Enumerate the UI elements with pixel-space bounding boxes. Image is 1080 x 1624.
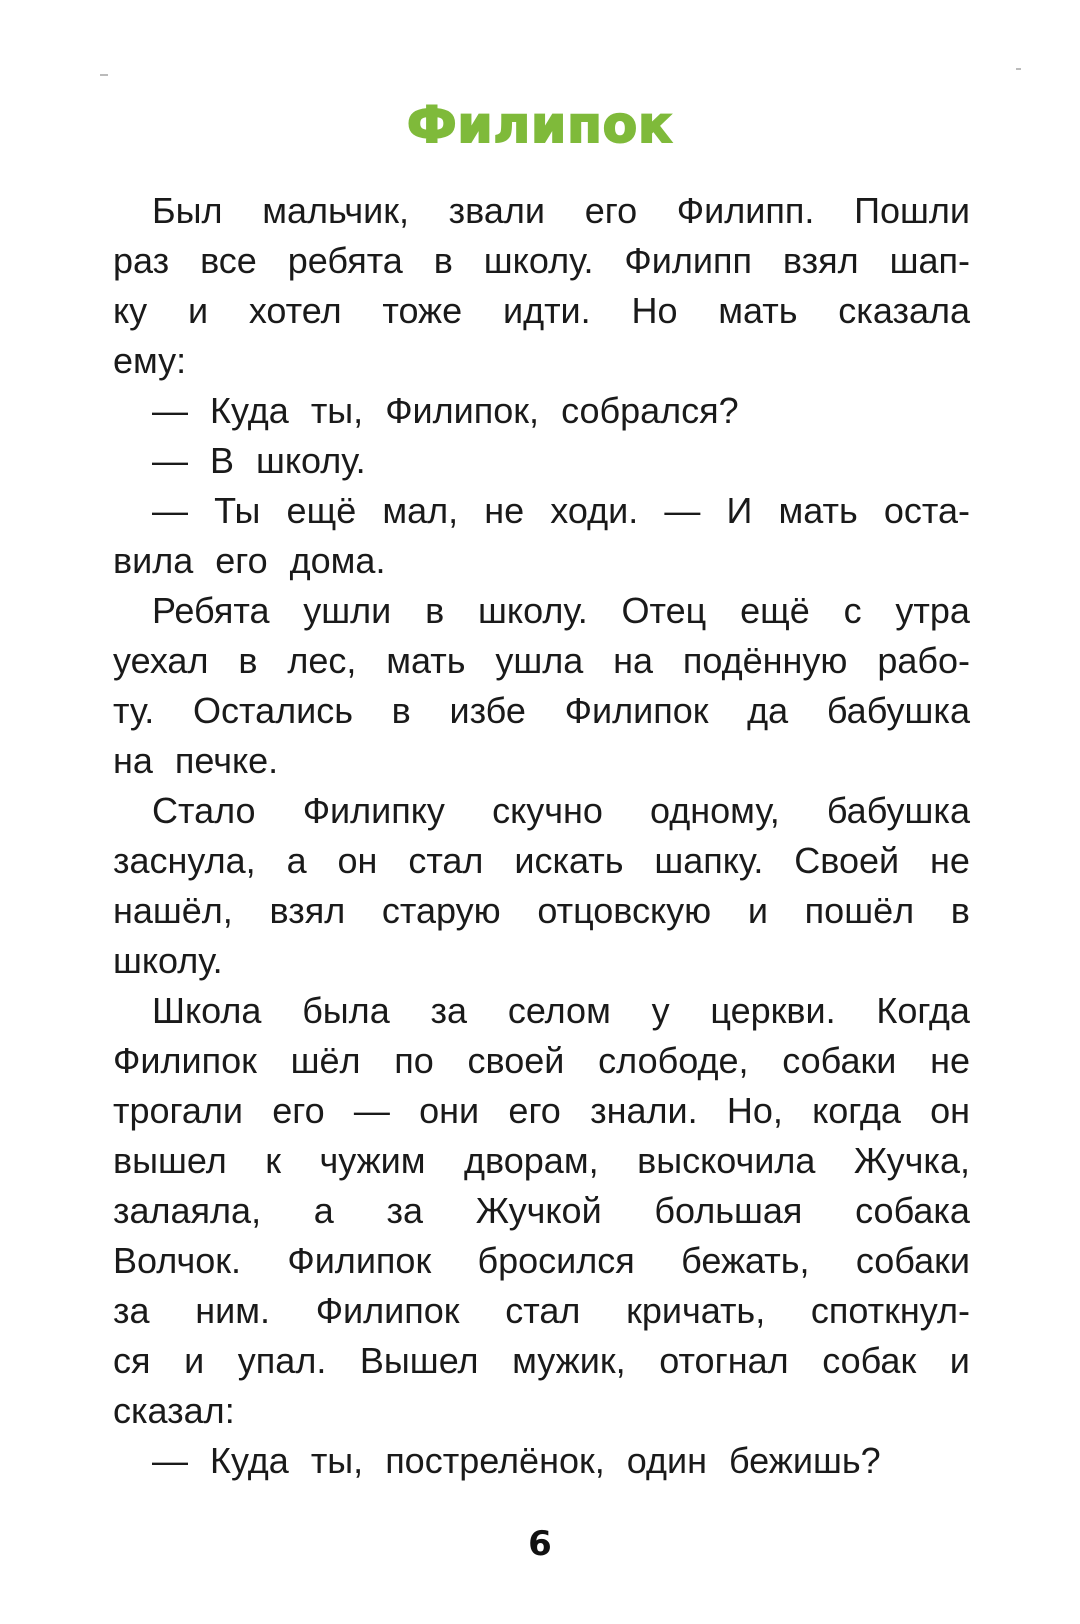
word: пострелёнок, (385, 1440, 605, 1481)
word: уехал (113, 640, 209, 681)
text-line (113, 336, 970, 386)
word: ещё (286, 490, 357, 531)
word: шапку. (654, 840, 764, 881)
word: была (302, 990, 390, 1031)
word: искать (514, 840, 624, 881)
scan-speck (1016, 68, 1021, 70)
word: ты, (310, 1440, 364, 1481)
word: Филипп (624, 240, 752, 281)
word: все (200, 240, 257, 281)
text-line (113, 686, 970, 736)
word: сказал: (113, 1390, 235, 1431)
word: церкви. (710, 990, 836, 1031)
text-line (113, 736, 970, 786)
text-line (113, 286, 970, 336)
word: в (391, 690, 411, 731)
scan-speck (100, 74, 108, 76)
word: школу. (113, 940, 223, 981)
word: Своей (794, 840, 900, 881)
word: одному, (650, 790, 780, 831)
text-line (113, 1036, 970, 1086)
word: бежишь? (728, 1440, 881, 1481)
word: Филипок (113, 1040, 257, 1081)
word: Филипок (287, 1240, 432, 1281)
word: Жучкой (475, 1190, 602, 1231)
word: Остались (192, 690, 353, 731)
story-title: Филипок (406, 96, 674, 154)
word: да (747, 690, 789, 731)
text-line (113, 586, 970, 636)
text-line (113, 936, 970, 986)
word: слободе, (598, 1040, 749, 1081)
page-number: 6 (528, 1524, 552, 1564)
word: Филипп. (676, 190, 815, 231)
text-line (113, 836, 970, 886)
word: звали (448, 190, 546, 231)
word: в (433, 240, 453, 281)
word: дома. (289, 540, 386, 581)
word: Стало (152, 790, 256, 831)
word: и (747, 890, 768, 931)
word: шап- (889, 240, 970, 281)
text-line (113, 636, 970, 686)
word: в (950, 890, 970, 931)
word: в (425, 590, 445, 631)
word: дворам, (464, 1140, 599, 1181)
story-body (113, 186, 970, 1486)
word: бабушка (826, 690, 970, 731)
word: и (187, 290, 209, 331)
word: кричать, (626, 1290, 766, 1331)
word: собаки (782, 1040, 897, 1081)
word: мальчик, (262, 190, 409, 231)
word: ходи. (550, 490, 639, 531)
word: Отец (621, 590, 707, 631)
word: один (626, 1440, 707, 1481)
word: И (726, 490, 753, 531)
word: его (584, 190, 638, 231)
word: лес, (287, 640, 357, 681)
word: не (930, 1040, 970, 1081)
word: ушла (495, 640, 584, 681)
word: когда (812, 1090, 901, 1131)
word: пошёл (804, 890, 915, 931)
word: рабо- (877, 640, 970, 681)
word: за (430, 990, 468, 1031)
word: он (930, 1090, 970, 1131)
word: а (286, 840, 307, 881)
word: ту. (113, 690, 155, 731)
word: мать (718, 290, 798, 331)
word: большая (654, 1190, 803, 1231)
word: Филипку (302, 790, 445, 831)
word: собрался? (561, 390, 739, 431)
word: Ребята (152, 590, 270, 631)
word: скучно (492, 790, 603, 831)
word: — (152, 490, 188, 531)
word: сказала (838, 290, 970, 331)
word: вышел (113, 1140, 227, 1181)
word: Филипок (315, 1290, 460, 1331)
word: с (843, 590, 862, 631)
word: Но (631, 290, 678, 331)
word: его (508, 1090, 561, 1131)
word: — (152, 440, 188, 481)
text-line (113, 1136, 970, 1186)
word: ушли (303, 590, 392, 631)
word: знали. (590, 1090, 698, 1131)
word: бросился (477, 1240, 635, 1281)
word: — (664, 490, 701, 531)
word: его (272, 1090, 325, 1131)
word: школу. (478, 590, 588, 631)
word: трогали (113, 1090, 244, 1131)
word: селом (507, 990, 611, 1031)
word: собака (855, 1190, 970, 1231)
word: своей (467, 1040, 565, 1081)
word: споткнул- (810, 1290, 970, 1331)
word: Был (152, 190, 223, 231)
word: собаки (855, 1240, 970, 1281)
word: печке. (174, 740, 279, 781)
word: хотел (248, 290, 342, 331)
word: Филипок, (385, 390, 540, 431)
word: по (394, 1040, 434, 1081)
word: Но, (726, 1090, 783, 1131)
text-line (113, 1336, 970, 1386)
word: ся (113, 1340, 151, 1381)
word: не (930, 840, 970, 881)
word: мал, (382, 490, 459, 531)
word: чужим (319, 1140, 426, 1181)
word: выскочила (637, 1140, 816, 1181)
text-line (113, 1386, 970, 1436)
word: Ты (214, 490, 261, 531)
word: залаяла, (113, 1190, 262, 1231)
word: у (651, 990, 670, 1031)
word: подённую (682, 640, 848, 681)
word: к (265, 1140, 281, 1181)
word: мать (386, 640, 466, 681)
word: а (313, 1190, 334, 1231)
word: взял (269, 890, 346, 931)
word: заснула, (113, 840, 256, 881)
text-line (113, 486, 970, 536)
word: — (353, 1090, 390, 1131)
word: ребята (287, 240, 403, 281)
word: отогнал (659, 1340, 789, 1381)
word: ещё (740, 590, 810, 631)
word: они (419, 1090, 480, 1131)
word: в (238, 640, 258, 681)
word: не (484, 490, 525, 531)
word: избе (449, 690, 526, 731)
text-line (113, 986, 970, 1036)
word: и (949, 1340, 970, 1381)
word: Куда (210, 390, 289, 431)
word: Когда (876, 990, 970, 1031)
word: тоже (382, 290, 463, 331)
word: Школа (152, 990, 262, 1031)
word: стал (505, 1290, 581, 1331)
text-line (113, 386, 970, 436)
word: и (184, 1340, 205, 1381)
word: Волчок. (113, 1240, 241, 1281)
word: утра (895, 590, 970, 631)
word: ку (113, 290, 148, 331)
word: идти. (502, 290, 591, 331)
word: ему: (113, 340, 187, 381)
word: Пошли (854, 190, 970, 231)
text-line (113, 786, 970, 836)
word: — (152, 1440, 188, 1481)
text-line (113, 1286, 970, 1336)
word: он (337, 840, 378, 881)
text-line (113, 886, 970, 936)
word: мужик, (512, 1340, 626, 1381)
word: шёл (290, 1040, 361, 1081)
word: школу. (256, 440, 366, 481)
word: ним. (195, 1290, 270, 1331)
word: старую (381, 890, 501, 931)
text-line (113, 436, 970, 486)
word: Вышел (359, 1340, 479, 1381)
word: взял (782, 240, 859, 281)
word: упал. (237, 1340, 327, 1381)
word: мать (778, 490, 858, 531)
word: оста- (883, 490, 970, 531)
word: ты, (310, 390, 364, 431)
text-line (113, 1436, 970, 1486)
word: на (613, 640, 654, 681)
word: школу. (483, 240, 594, 281)
word: Филипок (564, 690, 709, 731)
word: В (210, 440, 235, 481)
word: отцовскую (537, 890, 712, 931)
word: Жучка, (853, 1140, 970, 1181)
word: стал (408, 840, 484, 881)
word: на (113, 740, 153, 781)
text-line (113, 1236, 970, 1286)
word: за (113, 1290, 150, 1331)
text-line (113, 1086, 970, 1136)
word: за (386, 1190, 424, 1231)
word: раз (113, 240, 170, 281)
word: — (152, 390, 188, 431)
word: его (215, 540, 268, 581)
text-line (113, 1186, 970, 1236)
text-line (113, 236, 970, 286)
word: нашёл, (113, 890, 233, 931)
word: вила (113, 540, 194, 581)
word: собак (822, 1340, 917, 1381)
word: Куда (210, 1440, 289, 1481)
text-line (113, 536, 970, 586)
word: бежать, (681, 1240, 810, 1281)
text-line (113, 186, 970, 236)
word: бабушка (826, 790, 970, 831)
